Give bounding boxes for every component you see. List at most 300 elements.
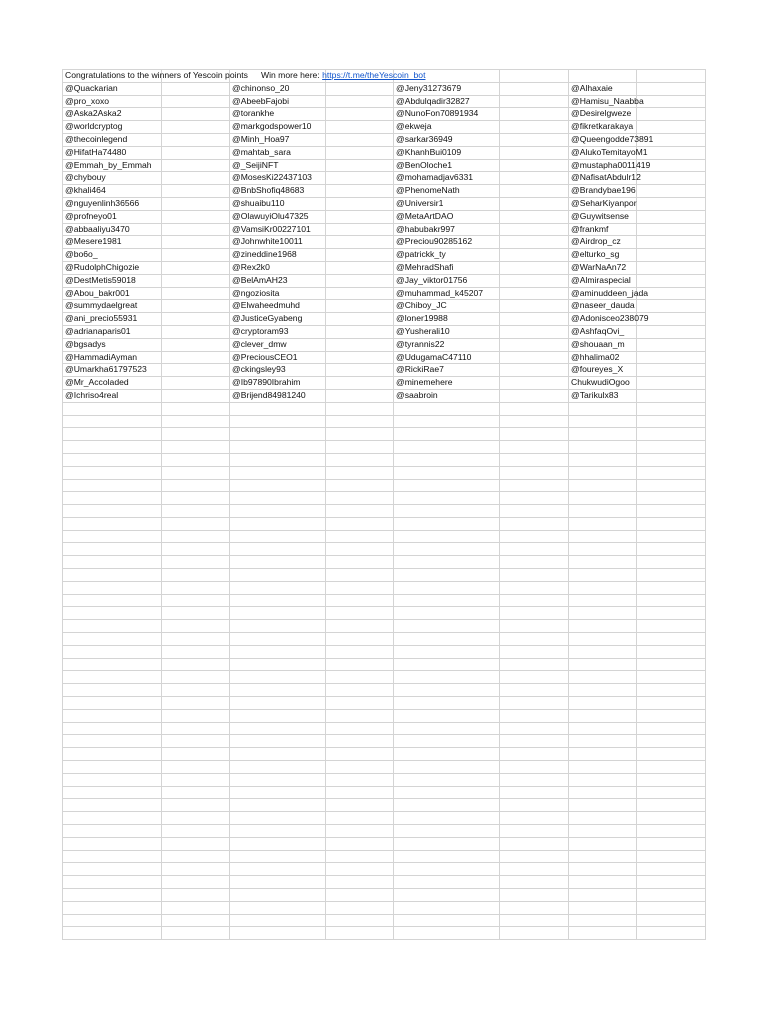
empty-cell[interactable]: [326, 377, 394, 390]
empty-cell[interactable]: [637, 108, 706, 121]
empty-cell[interactable]: [569, 556, 637, 569]
empty-cell[interactable]: [500, 415, 569, 428]
empty-cell[interactable]: [326, 402, 394, 415]
empty-cell[interactable]: [326, 812, 394, 825]
winner-name-cell[interactable]: @VamsiKr00227101: [230, 223, 326, 236]
winner-name-cell[interactable]: @pro_xoxo: [63, 95, 162, 108]
empty-cell[interactable]: [162, 876, 230, 889]
winner-name-cell[interactable]: @Ib97890Ibrahim: [230, 377, 326, 390]
winner-name-cell[interactable]: ChukwudiOgoo: [569, 377, 637, 390]
empty-cell[interactable]: [63, 786, 162, 799]
empty-cell[interactable]: [162, 441, 230, 454]
empty-cell[interactable]: [500, 223, 569, 236]
empty-cell[interactable]: [500, 300, 569, 313]
empty-cell[interactable]: [637, 441, 706, 454]
empty-cell[interactable]: [637, 402, 706, 415]
empty-cell[interactable]: [500, 876, 569, 889]
empty-cell[interactable]: [500, 479, 569, 492]
empty-cell[interactable]: [63, 927, 162, 940]
empty-cell[interactable]: [637, 389, 706, 402]
empty-cell[interactable]: [162, 210, 230, 223]
empty-cell[interactable]: [162, 633, 230, 646]
empty-cell[interactable]: [326, 210, 394, 223]
empty-cell[interactable]: [230, 607, 326, 620]
empty-cell[interactable]: [569, 863, 637, 876]
empty-cell[interactable]: [637, 684, 706, 697]
empty-cell[interactable]: [162, 722, 230, 735]
empty-cell[interactable]: [162, 569, 230, 582]
empty-cell[interactable]: [230, 569, 326, 582]
empty-cell[interactable]: [326, 108, 394, 121]
empty-cell[interactable]: [63, 748, 162, 761]
empty-cell[interactable]: [326, 415, 394, 428]
winner-name-cell[interactable]: @Hamisu_Naabba: [569, 95, 637, 108]
empty-cell[interactable]: [230, 709, 326, 722]
empty-cell[interactable]: [326, 300, 394, 313]
empty-cell[interactable]: [500, 607, 569, 620]
empty-cell[interactable]: [326, 914, 394, 927]
winner-name-cell[interactable]: @Jay_viktor01756: [394, 274, 500, 287]
empty-cell[interactable]: [230, 556, 326, 569]
empty-cell[interactable]: [326, 786, 394, 799]
empty-cell[interactable]: [162, 645, 230, 658]
empty-cell[interactable]: [394, 402, 500, 415]
empty-cell[interactable]: [162, 287, 230, 300]
empty-cell[interactable]: [162, 773, 230, 786]
winner-name-cell[interactable]: @Adonisceo238079: [569, 313, 637, 326]
empty-cell[interactable]: [569, 927, 637, 940]
empty-cell[interactable]: [326, 684, 394, 697]
empty-cell[interactable]: [500, 441, 569, 454]
empty-cell[interactable]: [394, 415, 500, 428]
empty-cell[interactable]: [500, 825, 569, 838]
winner-name-cell[interactable]: @Quackarian: [63, 82, 162, 95]
empty-cell[interactable]: [569, 70, 637, 83]
empty-cell[interactable]: [162, 351, 230, 364]
empty-cell[interactable]: [569, 914, 637, 927]
winner-name-cell[interactable]: @shuaibu110: [230, 197, 326, 210]
winner-name-cell[interactable]: @torankhe: [230, 108, 326, 121]
empty-cell[interactable]: [637, 761, 706, 774]
empty-cell[interactable]: [637, 748, 706, 761]
empty-cell[interactable]: [326, 479, 394, 492]
empty-cell[interactable]: [394, 914, 500, 927]
empty-cell[interactable]: [230, 415, 326, 428]
empty-cell[interactable]: [500, 364, 569, 377]
empty-cell[interactable]: [230, 697, 326, 710]
empty-cell[interactable]: [63, 825, 162, 838]
empty-cell[interactable]: [63, 543, 162, 556]
empty-cell[interactable]: [63, 530, 162, 543]
empty-cell[interactable]: [637, 95, 706, 108]
empty-cell[interactable]: [637, 466, 706, 479]
empty-cell[interactable]: [326, 389, 394, 402]
empty-cell[interactable]: [230, 453, 326, 466]
winner-name-cell[interactable]: @Elwaheedmuhd: [230, 300, 326, 313]
empty-cell[interactable]: [162, 505, 230, 518]
empty-cell[interactable]: [230, 722, 326, 735]
empty-cell[interactable]: [569, 543, 637, 556]
empty-cell[interactable]: [500, 645, 569, 658]
empty-cell[interactable]: [637, 556, 706, 569]
winner-name-cell[interactable]: @patrickk_ty: [394, 249, 500, 262]
empty-cell[interactable]: [326, 709, 394, 722]
empty-cell[interactable]: [569, 492, 637, 505]
empty-cell[interactable]: [63, 607, 162, 620]
empty-cell[interactable]: [394, 581, 500, 594]
empty-cell[interactable]: [162, 735, 230, 748]
empty-cell[interactable]: [162, 761, 230, 774]
empty-cell[interactable]: [500, 594, 569, 607]
empty-cell[interactable]: [326, 581, 394, 594]
empty-cell[interactable]: [162, 799, 230, 812]
empty-cell[interactable]: [326, 850, 394, 863]
empty-cell[interactable]: [569, 569, 637, 582]
empty-cell[interactable]: [230, 402, 326, 415]
empty-cell[interactable]: [637, 735, 706, 748]
empty-cell[interactable]: [230, 479, 326, 492]
empty-cell[interactable]: [162, 581, 230, 594]
empty-cell[interactable]: [569, 479, 637, 492]
empty-cell[interactable]: [637, 82, 706, 95]
empty-cell[interactable]: [637, 274, 706, 287]
empty-cell[interactable]: [569, 761, 637, 774]
empty-cell[interactable]: [326, 351, 394, 364]
empty-cell[interactable]: [500, 274, 569, 287]
empty-cell[interactable]: [63, 799, 162, 812]
empty-cell[interactable]: [230, 441, 326, 454]
empty-cell[interactable]: [500, 569, 569, 582]
winner-name-cell[interactable]: @Minh_Hoa97: [230, 133, 326, 146]
empty-cell[interactable]: [637, 530, 706, 543]
empty-cell[interactable]: [230, 517, 326, 530]
winner-name-cell[interactable]: @mohamadjav6331: [394, 172, 500, 185]
winner-name-cell[interactable]: @NafisatAbdulr12: [569, 172, 637, 185]
winner-name-cell[interactable]: @Aska2Aska2: [63, 108, 162, 121]
empty-cell[interactable]: [394, 889, 500, 902]
empty-cell[interactable]: [500, 901, 569, 914]
empty-cell[interactable]: [500, 556, 569, 569]
winner-name-cell[interactable]: @sarkar36949: [394, 133, 500, 146]
empty-cell[interactable]: [569, 825, 637, 838]
winner-name-cell[interactable]: @elturko_sg: [569, 249, 637, 262]
empty-cell[interactable]: [637, 889, 706, 902]
empty-cell[interactable]: [230, 901, 326, 914]
winner-name-cell[interactable]: @Universir1: [394, 197, 500, 210]
winner-name-cell[interactable]: @AshfaqOvi_: [569, 325, 637, 338]
winner-name-cell[interactable]: @markgodspower10: [230, 121, 326, 134]
empty-cell[interactable]: [500, 121, 569, 134]
empty-cell[interactable]: [326, 159, 394, 172]
empty-cell[interactable]: [637, 300, 706, 313]
empty-cell[interactable]: [569, 530, 637, 543]
empty-cell[interactable]: [394, 453, 500, 466]
empty-cell[interactable]: [394, 543, 500, 556]
empty-cell[interactable]: [162, 530, 230, 543]
empty-cell[interactable]: [637, 658, 706, 671]
winner-name-cell[interactable]: @hhalima02: [569, 351, 637, 364]
empty-cell[interactable]: [162, 607, 230, 620]
empty-cell[interactable]: [63, 466, 162, 479]
winner-name-cell[interactable]: @WarNaAn72: [569, 261, 637, 274]
empty-cell[interactable]: [500, 402, 569, 415]
empty-cell[interactable]: [230, 645, 326, 658]
winner-name-cell[interactable]: @JusticeGyabeng: [230, 313, 326, 326]
empty-cell[interactable]: [326, 505, 394, 518]
empty-cell[interactable]: [637, 197, 706, 210]
empty-cell[interactable]: [500, 185, 569, 198]
empty-cell[interactable]: [162, 786, 230, 799]
winner-name-cell[interactable]: @Ichriso4real: [63, 389, 162, 402]
empty-cell[interactable]: [500, 761, 569, 774]
winner-name-cell[interactable]: @HifatHa74480: [63, 146, 162, 159]
empty-cell[interactable]: [394, 735, 500, 748]
empty-cell[interactable]: [326, 722, 394, 735]
empty-cell[interactable]: [569, 428, 637, 441]
empty-cell[interactable]: [326, 671, 394, 684]
winner-name-cell[interactable]: @Abdulqadir32827: [394, 95, 500, 108]
empty-cell[interactable]: [162, 863, 230, 876]
empty-cell[interactable]: [162, 837, 230, 850]
empty-cell[interactable]: [230, 735, 326, 748]
empty-cell[interactable]: [326, 274, 394, 287]
empty-cell[interactable]: [500, 517, 569, 530]
winner-name-cell[interactable]: @HammadiAyman: [63, 351, 162, 364]
empty-cell[interactable]: [394, 748, 500, 761]
empty-cell[interactable]: [394, 479, 500, 492]
empty-cell[interactable]: [162, 338, 230, 351]
empty-cell[interactable]: [500, 261, 569, 274]
empty-cell[interactable]: [230, 914, 326, 927]
empty-cell[interactable]: [326, 543, 394, 556]
empty-cell[interactable]: [569, 402, 637, 415]
empty-cell[interactable]: [500, 287, 569, 300]
empty-cell[interactable]: [326, 133, 394, 146]
empty-cell[interactable]: [326, 313, 394, 326]
winner-name-cell[interactable]: @clever_dmw: [230, 338, 326, 351]
empty-cell[interactable]: [637, 236, 706, 249]
empty-cell[interactable]: [326, 249, 394, 262]
winner-name-cell[interactable]: @ngoziosita: [230, 287, 326, 300]
empty-cell[interactable]: [500, 133, 569, 146]
empty-cell[interactable]: [63, 633, 162, 646]
winner-name-cell[interactable]: @RickiRae7: [394, 364, 500, 377]
winner-name-cell[interactable]: @Mesere1981: [63, 236, 162, 249]
empty-cell[interactable]: [569, 645, 637, 658]
empty-cell[interactable]: [500, 620, 569, 633]
winner-name-cell[interactable]: @ani_precio55931: [63, 313, 162, 326]
empty-cell[interactable]: [637, 185, 706, 198]
winner-name-cell[interactable]: @OlawuyiOlu47325: [230, 210, 326, 223]
empty-cell[interactable]: [500, 70, 569, 83]
empty-cell[interactable]: [637, 121, 706, 134]
empty-cell[interactable]: [63, 876, 162, 889]
empty-cell[interactable]: [500, 505, 569, 518]
winner-name-cell[interactable]: @MosesKi22437103: [230, 172, 326, 185]
empty-cell[interactable]: [230, 466, 326, 479]
empty-cell[interactable]: [569, 889, 637, 902]
winner-name-cell[interactable]: @fikretkarakaya: [569, 121, 637, 134]
empty-cell[interactable]: [326, 197, 394, 210]
empty-cell[interactable]: [326, 607, 394, 620]
empty-cell[interactable]: [63, 645, 162, 658]
empty-cell[interactable]: [637, 377, 706, 390]
empty-cell[interactable]: [230, 786, 326, 799]
empty-cell[interactable]: [230, 773, 326, 786]
winner-name-cell[interactable]: @Umarkha61797523: [63, 364, 162, 377]
empty-cell[interactable]: [569, 466, 637, 479]
empty-cell[interactable]: [162, 197, 230, 210]
empty-cell[interactable]: [500, 684, 569, 697]
empty-cell[interactable]: [569, 505, 637, 518]
empty-cell[interactable]: [230, 543, 326, 556]
empty-cell[interactable]: [637, 927, 706, 940]
winner-name-cell[interactable]: @frankmf: [569, 223, 637, 236]
winner-name-cell[interactable]: @KhanhBui0109: [394, 146, 500, 159]
empty-cell[interactable]: [326, 517, 394, 530]
winner-name-cell[interactable]: @Brandybae196: [569, 185, 637, 198]
empty-cell[interactable]: [569, 633, 637, 646]
empty-cell[interactable]: [162, 261, 230, 274]
empty-cell[interactable]: [162, 146, 230, 159]
winner-name-cell[interactable]: @Almiraspecial: [569, 274, 637, 287]
empty-cell[interactable]: [394, 697, 500, 710]
empty-cell[interactable]: [569, 441, 637, 454]
empty-cell[interactable]: [637, 261, 706, 274]
empty-cell[interactable]: [63, 761, 162, 774]
empty-cell[interactable]: [500, 197, 569, 210]
empty-cell[interactable]: [230, 505, 326, 518]
empty-cell[interactable]: [394, 876, 500, 889]
empty-cell[interactable]: [63, 415, 162, 428]
winner-name-cell[interactable]: @NunoFon70891934: [394, 108, 500, 121]
winner-name-cell[interactable]: @saabroin: [394, 389, 500, 402]
winner-name-cell[interactable]: @mustapha0011419: [569, 159, 637, 172]
winner-name-cell[interactable]: @Rex2k0: [230, 261, 326, 274]
empty-cell[interactable]: [63, 517, 162, 530]
winner-name-cell[interactable]: @Airdrop_cz: [569, 236, 637, 249]
empty-cell[interactable]: [394, 799, 500, 812]
winner-name-cell[interactable]: @nguyenlinh36566: [63, 197, 162, 210]
empty-cell[interactable]: [63, 569, 162, 582]
empty-cell[interactable]: [500, 786, 569, 799]
empty-cell[interactable]: [162, 159, 230, 172]
empty-cell[interactable]: [500, 581, 569, 594]
empty-cell[interactable]: [394, 812, 500, 825]
empty-cell[interactable]: [63, 428, 162, 441]
empty-cell[interactable]: [326, 236, 394, 249]
empty-cell[interactable]: [637, 543, 706, 556]
empty-cell[interactable]: [500, 658, 569, 671]
empty-cell[interactable]: [637, 709, 706, 722]
empty-cell[interactable]: [162, 95, 230, 108]
empty-cell[interactable]: [162, 389, 230, 402]
empty-cell[interactable]: [637, 697, 706, 710]
empty-cell[interactable]: [230, 620, 326, 633]
empty-cell[interactable]: [500, 735, 569, 748]
empty-cell[interactable]: [500, 799, 569, 812]
empty-cell[interactable]: [394, 709, 500, 722]
empty-cell[interactable]: [63, 773, 162, 786]
empty-cell[interactable]: [394, 901, 500, 914]
empty-cell[interactable]: [394, 773, 500, 786]
empty-cell[interactable]: [394, 530, 500, 543]
empty-cell[interactable]: [500, 697, 569, 710]
winner-name-cell[interactable]: @chybouy: [63, 172, 162, 185]
empty-cell[interactable]: [63, 735, 162, 748]
empty-cell[interactable]: [500, 389, 569, 402]
winner-name-cell[interactable]: @shouaan_m: [569, 338, 637, 351]
empty-cell[interactable]: [326, 261, 394, 274]
empty-cell[interactable]: [500, 338, 569, 351]
empty-cell[interactable]: [637, 812, 706, 825]
empty-cell[interactable]: [326, 927, 394, 940]
winner-name-cell[interactable]: @khali464: [63, 185, 162, 198]
empty-cell[interactable]: [162, 671, 230, 684]
empty-cell[interactable]: [63, 505, 162, 518]
empty-cell[interactable]: [637, 581, 706, 594]
empty-cell[interactable]: [326, 825, 394, 838]
empty-cell[interactable]: [500, 95, 569, 108]
empty-cell[interactable]: [637, 607, 706, 620]
winner-name-cell[interactable]: @ekweja: [394, 121, 500, 134]
empty-cell[interactable]: [326, 735, 394, 748]
empty-cell[interactable]: [500, 671, 569, 684]
empty-cell[interactable]: [162, 108, 230, 121]
empty-cell[interactable]: [230, 812, 326, 825]
winner-name-cell[interactable]: @abbaaliyu3470: [63, 223, 162, 236]
empty-cell[interactable]: [326, 837, 394, 850]
empty-cell[interactable]: [569, 850, 637, 863]
empty-cell[interactable]: [637, 901, 706, 914]
empty-cell[interactable]: [500, 773, 569, 786]
empty-cell[interactable]: [394, 505, 500, 518]
empty-cell[interactable]: [230, 633, 326, 646]
empty-cell[interactable]: [394, 620, 500, 633]
winner-name-cell[interactable]: @ckingsley93: [230, 364, 326, 377]
empty-cell[interactable]: [63, 479, 162, 492]
empty-cell[interactable]: [326, 185, 394, 198]
empty-cell[interactable]: [569, 594, 637, 607]
winner-name-cell[interactable]: @tyrannis22: [394, 338, 500, 351]
empty-cell[interactable]: [162, 850, 230, 863]
empty-cell[interactable]: [394, 556, 500, 569]
empty-cell[interactable]: [637, 415, 706, 428]
winner-name-cell[interactable]: @summydaelgreat: [63, 300, 162, 313]
empty-cell[interactable]: [162, 428, 230, 441]
empty-cell[interactable]: [162, 236, 230, 249]
winner-name-cell[interactable]: @Chiboy_JC: [394, 300, 500, 313]
empty-cell[interactable]: [394, 786, 500, 799]
empty-cell[interactable]: [230, 863, 326, 876]
empty-cell[interactable]: [394, 441, 500, 454]
empty-cell[interactable]: [230, 428, 326, 441]
empty-cell[interactable]: [500, 850, 569, 863]
winner-name-cell[interactable]: @muhammad_k45207: [394, 287, 500, 300]
empty-cell[interactable]: [394, 837, 500, 850]
empty-cell[interactable]: [569, 453, 637, 466]
winner-name-cell[interactable]: @foureyes_X: [569, 364, 637, 377]
empty-cell[interactable]: [326, 492, 394, 505]
empty-cell[interactable]: [637, 210, 706, 223]
winner-name-cell[interactable]: @UdugamaC47110: [394, 351, 500, 364]
empty-cell[interactable]: [500, 530, 569, 543]
empty-cell[interactable]: [162, 300, 230, 313]
empty-cell[interactable]: [637, 671, 706, 684]
empty-cell[interactable]: [230, 748, 326, 761]
empty-cell[interactable]: [569, 722, 637, 735]
empty-cell[interactable]: [637, 338, 706, 351]
